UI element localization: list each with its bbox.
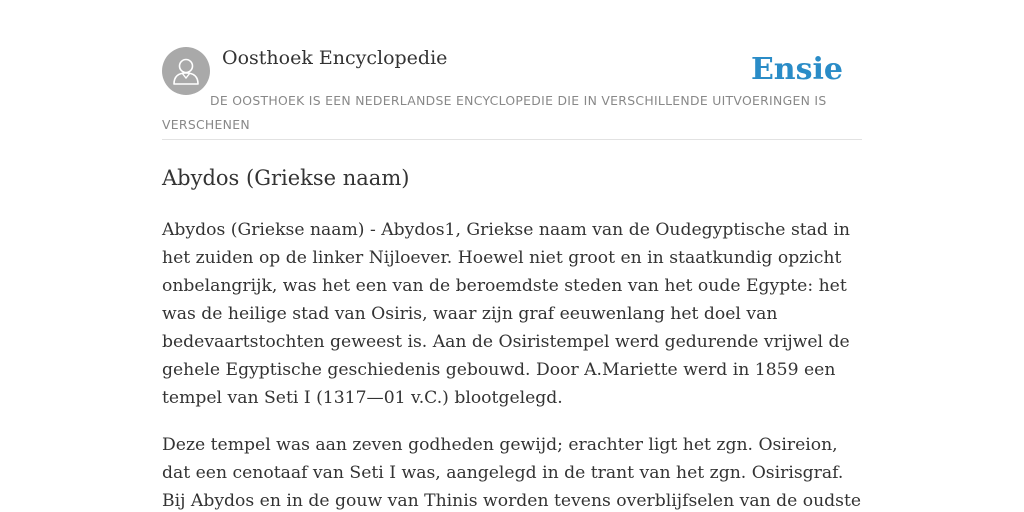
avatar[interactable] <box>162 47 210 95</box>
site-name-link[interactable]: Oosthoek Encyclopedie <box>222 47 448 69</box>
article-paragraph-1: Abydos (Griekse naam) - Abydos1, Griekse naam van de Oudegyptische stad in het zuiden op de linker Nijloever. Hoewel niet groot en in staatkundig opzicht onbelangrijk, was het een van de beroemdste steden van het oude Egypte: het was de heilige stad van Osiris, waar zijn graf eeuwenlang het doel van bedevaartstochten geweest is. Aan de Osiristempel werd gedurende vrijwel de gehele Egyptische geschiedenis gebouwd. Door A.Mariette werd in 1859 een tempel van Seti I (1317—01 v.C.) blootgelegd. <box>162 220 850 408</box>
brand-logo-link[interactable]: Ensie <box>750 52 843 87</box>
article-title: Abydos (Griekse naam) <box>162 166 410 190</box>
article-body <box>162 216 862 512</box>
article-paragraph-2: Deze tempel was aan zeven godheden gewijd; erachter ligt het zgn. Osireion, dat een cenotaaf van Seti I was, aangelegd in de trant van het zgn. Osirisgraf. Bij Abydos en in de gouw van Thinis worden tevens overblijfselen van de oudste <box>162 435 862 511</box>
site-header <box>162 0 862 140</box>
site-tagline: DE OOSTHOEK IS EEN NEDERLANDSE ENCYCLOPEDIE DIE IN VERSCHILLENDE UITVOERINGEN IS VERSCHENEN <box>162 93 827 132</box>
user-silhouette-icon <box>162 47 210 95</box>
content-container <box>162 0 862 511</box>
